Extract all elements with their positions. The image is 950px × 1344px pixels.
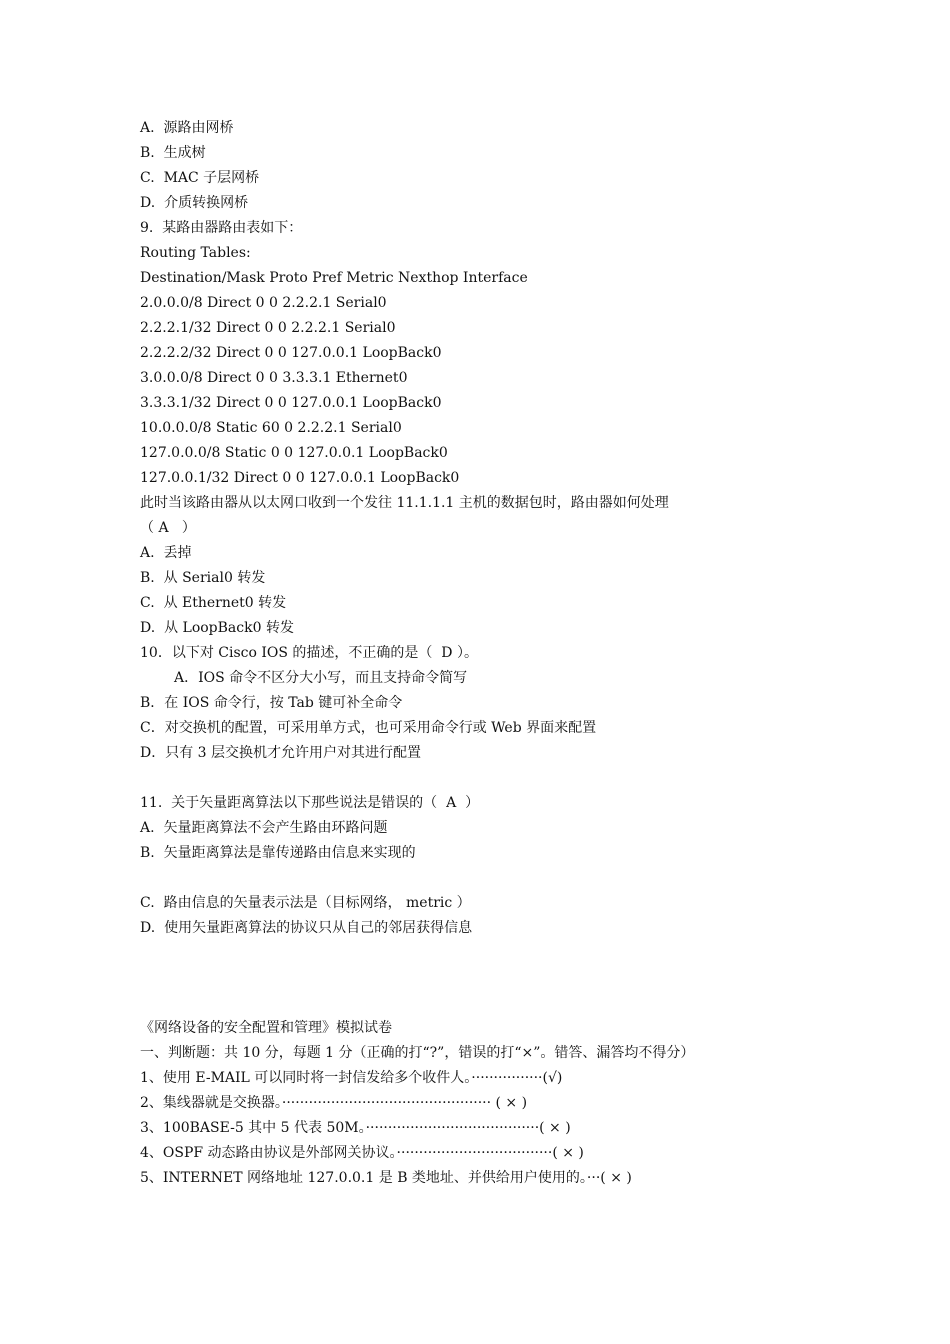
- q8-option-a: A. 源路由网桥: [140, 120, 234, 136]
- exam-title: 《网络设备的安全配置和管理》模拟试卷: [140, 1020, 392, 1036]
- spacer: [140, 866, 840, 891]
- exam-item: 4、OSPF 动态路由协议是外部网关协议。···································( × ): [140, 1145, 584, 1161]
- q8-options: [140, 116, 840, 216]
- q10-option-c: C．对交换机的配置，可采用单方式，也可采用命令行或 Web 界面来配置: [140, 720, 597, 736]
- routing-table-row: 3.0.0.0/8 Direct 0 0 3.3.3.1 Ethernet0: [140, 370, 408, 386]
- q8-option-c: C. MAC 子层网桥: [140, 170, 260, 186]
- q9-option-d: D. 从 LoopBack0 转发: [140, 620, 294, 636]
- routing-table-row: 2.0.0.0/8 Direct 0 0 2.2.2.1 Serial0: [140, 295, 387, 311]
- spacer: [140, 766, 840, 791]
- q11-option-d: D. 使用矢量距离算法的协议只从自己的邻居获得信息: [140, 920, 473, 936]
- section-gap: [140, 941, 840, 1016]
- q10-question: 10．以下对 Cisco IOS 的描述，不正确的是（ D ）。: [140, 645, 478, 661]
- routing-table-row: 10.0.0.0/8 Static 60 0 2.2.2.1 Serial0: [140, 420, 402, 436]
- q9-prompt: 此时当该路由器从以太网口收到一个发往 11.1.1.1 主机的数据包时，路由器如何处理: [140, 495, 669, 511]
- q9-question: 9. 某路由器路由表如下：: [140, 220, 303, 236]
- exam-section: [140, 1016, 840, 1191]
- exam-section-heading: 一、判断题：共 10 分，每题 1 分（正确的打“?”，错误的打“×”。错答、漏答均不得分）: [140, 1045, 695, 1061]
- q10-option-b: B．在 IOS 命令行，按 Tab 键可补全命令: [140, 695, 403, 711]
- q11-option-c: C. 路由信息的矢量表示法是（目标网络， metric ）: [140, 895, 471, 911]
- routing-table-row: 127.0.0.0/8 Static 0 0 127.0.0.1 LoopBack0: [140, 445, 448, 461]
- routing-table-row: 2.2.2.1/32 Direct 0 0 2.2.2.1 Serial0: [140, 320, 396, 336]
- q9-option-b: B. 从 Serial0 转发: [140, 570, 266, 586]
- exam-item: 1、使用 E-MAIL 可以同时将一封信发给多个收件人。················(√): [140, 1070, 563, 1086]
- q11-question: 11. 关于矢量距离算法以下那些说法是错误的（ A ）: [140, 795, 480, 811]
- routing-table-row: 3.3.3.1/32 Direct 0 0 127.0.0.1 LoopBack0: [140, 395, 442, 411]
- exam-item: 2、集线器就是交换器。··············································· ( × ): [140, 1095, 528, 1111]
- q11-option-a: A. 矢量距离算法不会产生路由环路问题: [140, 820, 388, 836]
- q8-option-b: B. 生成树: [140, 145, 206, 161]
- q10-option-a: A．IOS 命令不区分大小写，而且支持命令简写: [174, 670, 468, 686]
- q9-option-a: A. 丢掉: [140, 545, 192, 561]
- question-11: [140, 791, 840, 941]
- q8-option-d: D. 介质转换网桥: [140, 195, 249, 211]
- question-10: [140, 641, 840, 766]
- exam-item: 5、INTERNET 网络地址 127.0.0.1 是 B 类地址、并供给用户使用的。···( × ): [140, 1170, 632, 1186]
- routing-table-row: 127.0.0.1/32 Direct 0 0 127.0.0.1 LoopBack0: [140, 470, 460, 486]
- routing-table-row: 2.2.2.2/32 Direct 0 0 127.0.0.1 LoopBack0: [140, 345, 442, 361]
- routing-table-header: Destination/Mask Proto Pref Metric Nexthop Interface: [140, 270, 528, 286]
- exam-item: 3、100BASE-5 其中 5 代表 50M。·······································( × ): [140, 1120, 571, 1136]
- q10-option-d: D．只有 3 层交换机才允许用户对其进行配置: [140, 745, 422, 761]
- q9-option-c: C. 从 Ethernet0 转发: [140, 595, 287, 611]
- routing-table-title: Routing Tables:: [140, 245, 251, 261]
- question-9: [140, 216, 840, 641]
- q9-answer: （ A ）: [140, 520, 196, 536]
- document-page: [140, 116, 840, 1191]
- q11-option-b: B. 矢量距离算法是靠传递路由信息来实现的: [140, 845, 416, 861]
